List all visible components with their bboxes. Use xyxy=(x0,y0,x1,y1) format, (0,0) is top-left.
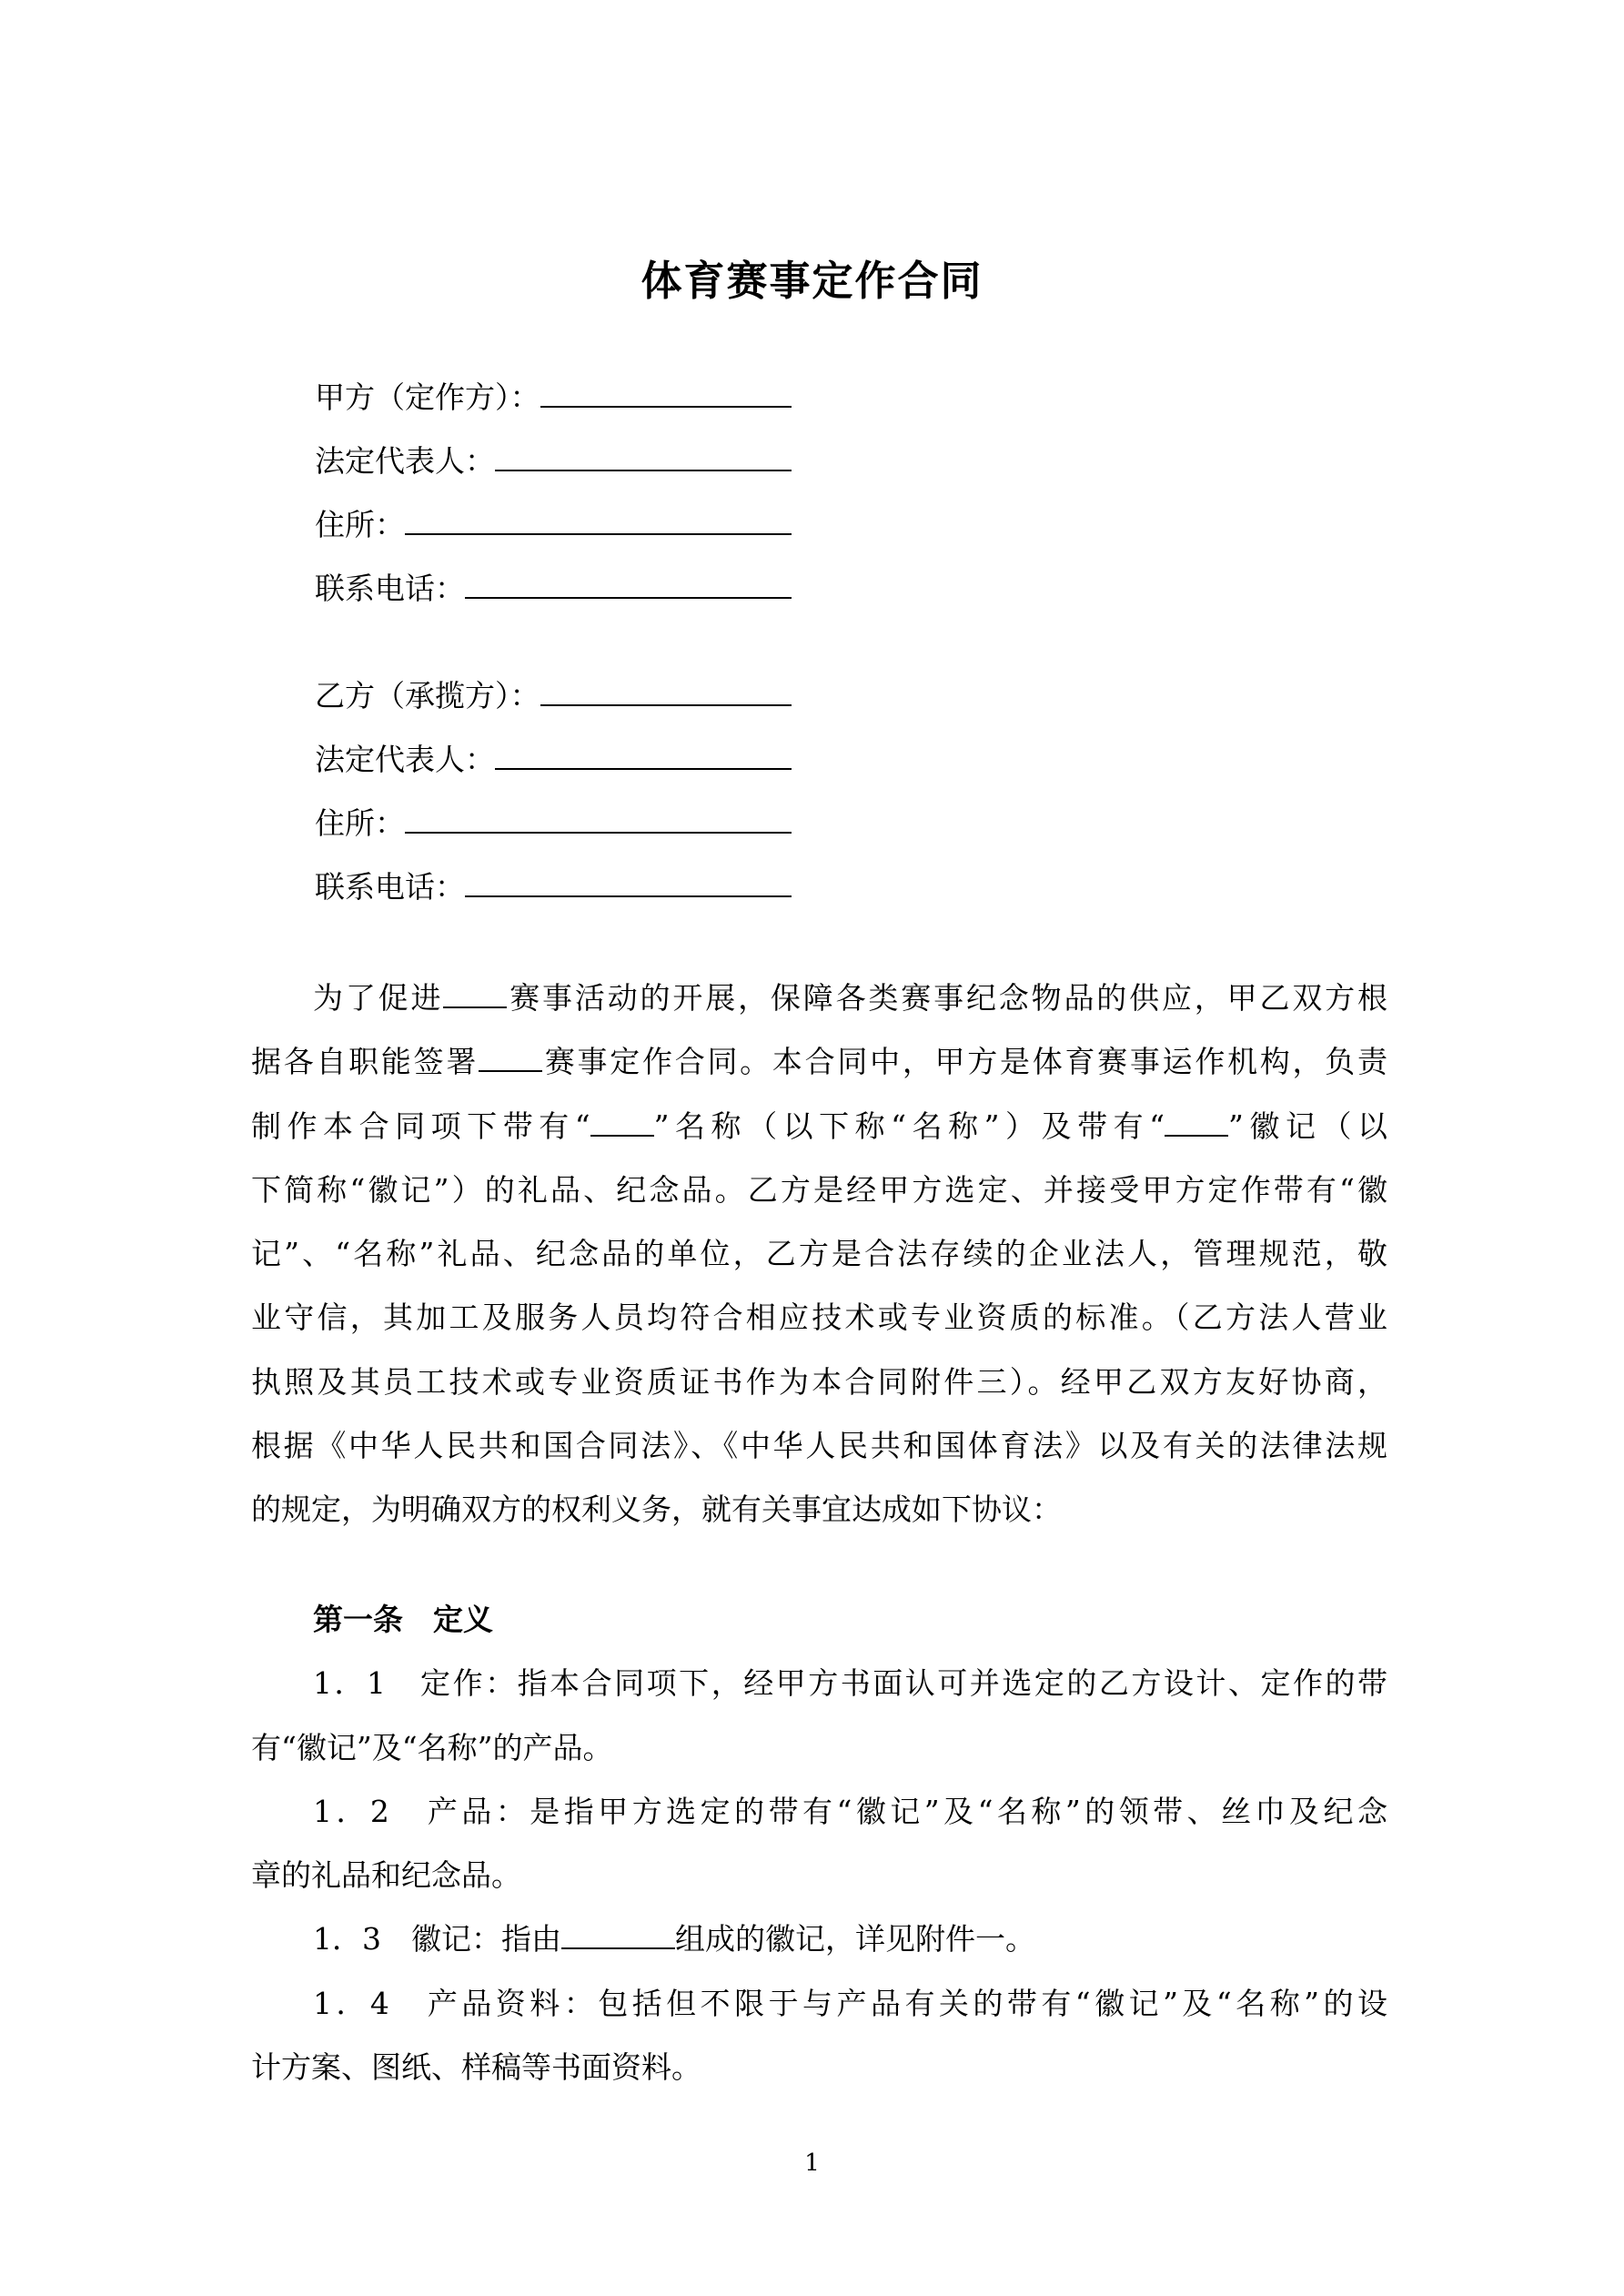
text-line: 1．2 产品：是指甲方选定的带有“徽记”及“名称”的领带、丝巾及纪念 xyxy=(313,1793,1387,1829)
blank-line[interactable] xyxy=(405,491,792,535)
text: ”徽记（以 xyxy=(1228,1108,1388,1144)
text: 为了促进 xyxy=(313,980,444,1016)
blank-line[interactable] xyxy=(465,854,792,897)
text: 赛事定作合同。本合同中，甲方是体育赛事运作机构，负责 xyxy=(542,1044,1388,1080)
field-label: 法定代表人： xyxy=(315,742,495,777)
article-1 xyxy=(251,1588,1387,2099)
field-label: 联系电话： xyxy=(315,571,465,606)
text-line xyxy=(251,1907,1387,1971)
article-heading: 第一条 定义 xyxy=(313,1602,493,1637)
text-line xyxy=(251,1095,1387,1158)
blank-line[interactable] xyxy=(495,428,792,471)
text-line: 记”、“名称”礼品、纪念品的单位，乙方是合法存续的企业法人，管理规范，敬 xyxy=(251,1236,1387,1272)
party-b-rep-field xyxy=(315,726,792,790)
field-label: 住所： xyxy=(315,507,405,542)
blank-line[interactable] xyxy=(495,726,792,770)
blank-line[interactable] xyxy=(465,555,792,599)
party-a-block xyxy=(315,364,792,619)
field-label: 联系电话： xyxy=(315,869,465,905)
text-line: 业守信，其加工及服务人员均符合相应技术或专业资质的标准。（乙方法人营业 xyxy=(251,1300,1387,1336)
field-label: 住所： xyxy=(315,805,405,841)
blank-line[interactable] xyxy=(540,364,792,408)
party-a-name-field xyxy=(315,364,792,428)
text-line xyxy=(251,1030,1387,1094)
text: 赛事活动的开展，保障各类赛事纪念物品的供应，甲乙双方根 xyxy=(507,980,1388,1016)
blank-line[interactable] xyxy=(590,1109,654,1137)
text-line: 执照及其员工技术或专业资质证书作为本合同附件三）。经甲乙双方友好协商， xyxy=(251,1363,1387,1400)
party-b-block xyxy=(315,663,792,917)
document-title: 体育赛事定作合同 xyxy=(641,257,983,305)
text-line: 1．4 产品资料：包括但不限于与产品有关的带有“徽记”及“名称”的设 xyxy=(313,1985,1387,2021)
preamble-paragraph xyxy=(251,966,1387,1542)
text: ”名称（以下称“名称”）及带有“ xyxy=(653,1108,1165,1144)
blank-line[interactable] xyxy=(479,1045,542,1072)
text-line: 计方案、图纸、样稿等书面资料。 xyxy=(251,2049,701,2086)
text: 据各自职能签署 xyxy=(251,1044,479,1080)
text: 制作本合同项下带有“ xyxy=(251,1108,590,1144)
text-line: 根据《中华人民共和国合同法》、《中华人民共和国体育法》以及有关的法律法规 xyxy=(251,1428,1387,1464)
text-line: 1．1 定作：指本合同项下，经甲方书面认可并选定的乙方设计、定作的带 xyxy=(313,1665,1387,1702)
text: 组成的徽记，详见附件一。 xyxy=(675,1921,1035,1957)
text: 1．3 徽记：指由 xyxy=(313,1921,561,1957)
field-label: 法定代表人： xyxy=(315,443,495,479)
blank-line[interactable] xyxy=(443,981,507,1008)
text-line: 下简称“徽记”）的礼品、纪念品。乙方是经甲方选定、并接受甲方定作带有“徽 xyxy=(251,1171,1387,1208)
field-label: 甲方（定作方）： xyxy=(315,379,540,415)
party-b-name-field xyxy=(315,663,792,726)
party-a-address-field xyxy=(315,491,792,555)
blank-line[interactable] xyxy=(405,790,792,834)
blank-line[interactable] xyxy=(1165,1109,1228,1137)
party-b-address-field xyxy=(315,790,792,854)
page-number: 1 xyxy=(804,2149,820,2177)
text-line: 有“徽记”及“名称”的产品。 xyxy=(251,1729,613,1765)
blank-line[interactable] xyxy=(540,663,792,706)
field-label: 乙方（承揽方）： xyxy=(315,678,540,713)
party-a-phone-field xyxy=(315,555,792,619)
text-line: 章的礼品和纪念品。 xyxy=(251,1857,521,1894)
party-b-phone-field xyxy=(315,854,792,917)
blank-line[interactable] xyxy=(561,1922,675,1949)
party-a-rep-field xyxy=(315,428,792,491)
text-line xyxy=(251,966,1387,1030)
text-line: 的规定，为明确双方的权利义务，就有关事宜达成如下协议： xyxy=(251,1492,1062,1528)
